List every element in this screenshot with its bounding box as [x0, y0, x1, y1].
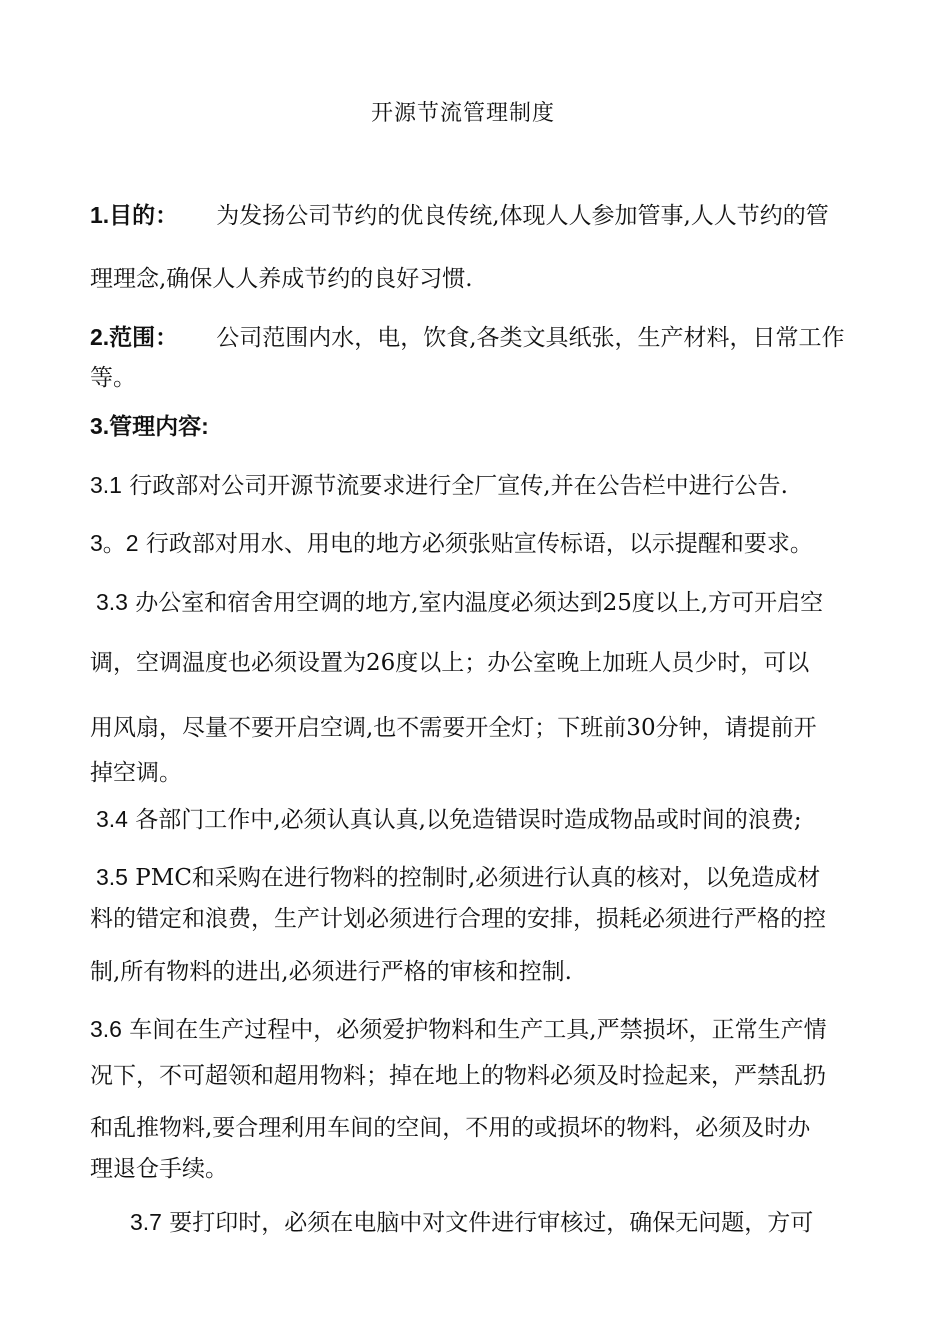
purpose-line-2: 理理念,确保人人养成节约的良好习惯. [90, 266, 473, 292]
item-3-7-number: 3.7 [130, 1209, 162, 1235]
item-3-3-line-1 [96, 587, 876, 618]
item-3-2-number: 3。2 [90, 530, 139, 556]
scope-label: 2.范围： [90, 324, 179, 350]
item-3-3-line-2: 调，空调温度也必须设置为26度以上；办公室晚上加班人员少时，可以 [90, 650, 810, 676]
item-3-7 [130, 1207, 910, 1238]
content-label: 3.管理内容: [90, 413, 209, 439]
item-3-3-number: 3.3 [96, 589, 128, 615]
document-title: 开源节流管理制度 [370, 101, 555, 126]
item-3-3-line-3: 用风扇，尽量不要开启空调,也不需要开全灯；下班前30分钟，请提前开 [90, 715, 817, 741]
item-3-6-line-2: 况下，不可超领和超用物料；掉在地上的物料必须及时捡起来，严禁乱扔 [90, 1063, 826, 1089]
scope-text-1: 公司范围内水，电，饮食,各类文具纸张，生产材料，日常工作 [216, 325, 845, 351]
item-3-5-text-1: PMC和采购在进行物料的控制时,必须进行认真的核对，以免造成材 [135, 865, 821, 891]
purpose-text-1: 为发扬公司节约的优良传统,体现人人参加管事,人人节约的管 [216, 203, 829, 229]
item-3-3-line-4: 掉空调。 [90, 760, 182, 786]
item-3-2-text: 行政部对用水、用电的地方必须张贴宣传标语，以示提醒和要求。 [145, 531, 813, 557]
item-3-1-number: 3.1 [90, 472, 122, 498]
item-3-5-line-3: 制,所有物料的进出,必须进行严格的审核和控制. [90, 959, 572, 985]
item-3-5-number: 3.5 [96, 864, 128, 890]
item-3-7-text: 要打印时，必须在电脑中对文件进行审核过，确保无问题，方可 [169, 1210, 814, 1236]
item-3-5-line-1 [96, 862, 876, 893]
purpose-line-1 [90, 200, 870, 231]
item-3-4-number: 3.4 [96, 806, 128, 832]
item-3-1-text: 行政部对公司开源节流要求进行全厂宣传,并在公告栏中进行公告. [129, 473, 788, 499]
scope-line-2: 等。 [90, 365, 136, 391]
item-3-6-line-4: 理退仓手续。 [90, 1156, 228, 1182]
item-3-4-text: 各部门工作中,必须认真认真,以免造错误时造成物品或时间的浪费; [135, 807, 802, 833]
item-3-6-text-1: 车间在生产过程中，必须爱护物料和生产工具,严禁损坏，正常生产情 [129, 1017, 827, 1043]
item-3-6-line-1 [90, 1014, 870, 1045]
item-3-4 [96, 804, 876, 835]
item-3-1 [90, 470, 870, 501]
scope-line-1 [90, 322, 870, 353]
item-3-6-line-3: 和乱推物料,要合理利用车间的空间，不用的或损坏的物料，必须及时办 [90, 1115, 811, 1141]
item-3-2 [90, 528, 870, 559]
item-3-6-number: 3.6 [90, 1016, 122, 1042]
item-3-3-text-1: 办公室和宿舍用空调的地方,室内温度必须达到25度以上,方可开启空 [135, 590, 824, 616]
item-3-5-line-2: 料的错定和浪费，生产计划必须进行合理的安排，损耗必须进行严格的控 [90, 906, 826, 932]
purpose-label: 1.目的： [90, 202, 179, 228]
